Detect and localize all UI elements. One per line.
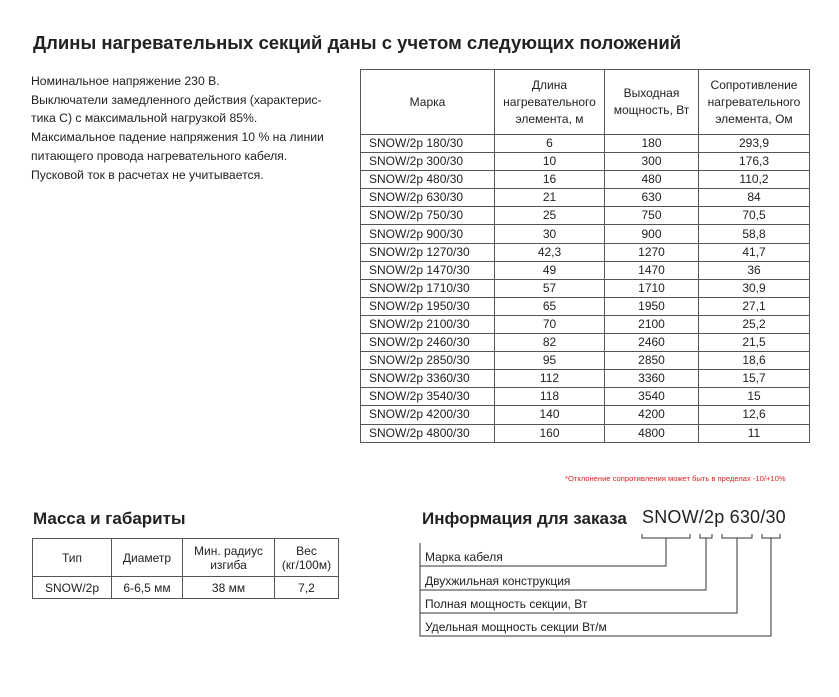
cell-power: 1470 [605,261,699,279]
cell-resistance: 41,7 [699,243,810,261]
header-type: Тип [33,539,112,577]
cell-length: 6 [495,135,605,153]
cell-length: 25 [495,207,605,225]
cell-resistance: 84 [699,189,810,207]
cell-length: 57 [495,279,605,297]
header-weight-line: (кг/100м) [281,557,332,572]
cell-length: 140 [495,406,605,424]
cell-power: 750 [605,207,699,225]
header-length-line: нагревательного [503,94,596,109]
cell-type: SNOW/2p [33,577,112,599]
note-line: тика С) с максимальной нагрузкой 85%. [31,111,258,126]
cell-power: 1270 [605,243,699,261]
header-resistance-line: нагревательного [707,94,801,109]
header-weight-line: Вес [296,543,317,558]
cell-mark: SNOW/2p 3540/30 [361,388,495,406]
resistance-tolerance-footnote: *Отклонение сопротивления может быть в пределах -10/+10% [565,474,786,483]
page-title: Длины нагревательных секций даны с учетом следующих положений [33,32,682,53]
cell-mark: SNOW/2p 4200/30 [361,406,495,424]
order-label-total-power: Полная мощность секции, Вт [425,597,588,611]
header-length-line: Длина [531,77,568,92]
cell-length: 30 [495,225,605,243]
cell-length: 65 [495,297,605,315]
cell-mark: SNOW/2p 4800/30 [361,424,495,442]
cell-mark: SNOW/2p 3360/30 [361,370,495,388]
cell-mark: SNOW/2p 1270/30 [361,243,495,261]
header-resistance-line: Сопротивление [710,77,798,92]
cell-mark: SNOW/2p 1470/30 [361,261,495,279]
header-bend-radius-line: изгиба [210,557,247,572]
note-line: Выключатели замедленного действия (характерис- [31,92,322,107]
header-length-line: элемента, м [515,111,584,126]
order-info-title: Информация для заказа [422,509,627,528]
cell-power: 480 [605,171,699,189]
cell-length: 49 [495,261,605,279]
cell-mark: SNOW/2p 480/30 [361,171,495,189]
cell-power: 630 [605,189,699,207]
cell-power: 2460 [605,334,699,352]
cell-resistance: 110,2 [699,171,810,189]
header-power-line: мощность, Вт [613,103,690,117]
order-label-specific-power: Удельная мощность секции Вт/м [425,620,607,634]
cell-power: 2850 [605,352,699,370]
cell-diameter: 6-6,5 мм [112,577,183,599]
cell-power: 3360 [605,370,699,388]
mass-section-title: Масса и габариты [33,509,186,528]
cell-mark: SNOW/2p 2850/30 [361,352,495,370]
note-line: Пусковой ток в расчетах не учитывается. [31,167,264,182]
header-resistance-line: элемента, Ом [715,111,793,126]
cell-length: 16 [495,171,605,189]
cell-power: 180 [605,135,699,153]
cell-resistance: 11 [699,424,810,442]
cell-length: 95 [495,352,605,370]
cell-resistance: 27,1 [699,297,810,315]
cell-mark: SNOW/2p 630/30 [361,189,495,207]
cell-resistance: 58,8 [699,225,810,243]
cell-bend-radius: 38 мм [183,577,275,599]
header-mark: Марка [361,70,495,135]
cell-resistance: 15 [699,388,810,406]
note-line: питающего провода нагревательного кабеля. [31,148,288,163]
cell-power: 2100 [605,315,699,333]
order-code-example: SNOW/2p 630/30 [642,507,786,527]
cell-length: 42,3 [495,243,605,261]
header-power-line: Выходная [623,86,680,100]
cell-length: 10 [495,153,605,171]
cell-power: 900 [605,225,699,243]
cell-resistance: 30,9 [699,279,810,297]
order-label-brand: Марка кабеля [425,550,503,564]
bracket-total-power [722,534,752,538]
cell-power: 3540 [605,388,699,406]
note-line: Максимальное падение напряжения 10 % на линии [31,130,324,145]
bracket-specific-power [762,534,780,538]
cell-resistance: 293,9 [699,135,810,153]
cell-power: 4200 [605,406,699,424]
cell-power: 1950 [605,297,699,315]
cell-mark: SNOW/2p 2100/30 [361,315,495,333]
cell-length: 118 [495,388,605,406]
cell-mark: SNOW/2p 750/30 [361,207,495,225]
cell-power: 300 [605,153,699,171]
cell-mark: SNOW/2p 2460/30 [361,334,495,352]
cell-power: 1710 [605,279,699,297]
cell-weight: 7,2 [275,577,339,599]
cell-resistance: 25,2 [699,315,810,333]
bracket-construction [700,534,712,538]
cell-mark: SNOW/2p 300/30 [361,153,495,171]
note-line: Номинальное напряжение 230 В. [31,74,220,88]
cell-resistance: 176,3 [699,153,810,171]
order-label-construction: Двухжильная конструкция [425,574,571,588]
cell-resistance: 21,5 [699,334,810,352]
cell-mark: SNOW/2p 900/30 [361,225,495,243]
header-bend-radius-line: Мин. радиус [194,543,263,558]
cell-length: 70 [495,315,605,333]
cell-resistance: 36 [699,261,810,279]
bracket-brand [642,534,690,538]
cell-resistance: 18,6 [699,352,810,370]
cell-resistance: 12,6 [699,406,810,424]
cell-mark: SNOW/2p 180/30 [361,135,495,153]
cell-resistance: 15,7 [699,370,810,388]
cell-mark: SNOW/2p 1710/30 [361,279,495,297]
cell-length: 112 [495,370,605,388]
cell-length: 21 [495,189,605,207]
header-diameter: Диаметр [112,539,183,577]
cell-length: 160 [495,424,605,442]
cell-length: 82 [495,334,605,352]
cell-resistance: 70,5 [699,207,810,225]
cell-mark: SNOW/2p 1950/30 [361,297,495,315]
cell-power: 4800 [605,424,699,442]
